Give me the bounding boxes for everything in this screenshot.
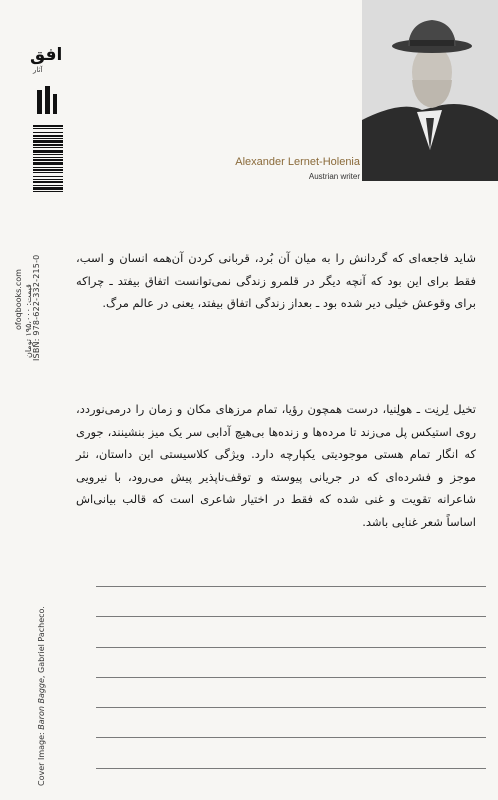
author-role: Austrian writer xyxy=(308,172,360,181)
author-portrait-image xyxy=(362,0,498,181)
blurb-paragraph-1: شاید فاجعه‌ای که گردانش را به میان آن بُرد، قربانی کردن آن‌همه انسان و اسب، فقط برای این بود که آنچه دیگر در قلمرو زندگی نمی‌توانست اتفاق بیفتد ـ چراکه برای وقوعش خیلی دیر شده بود ـ بعداز زندگی اتفاق بیفتد، یعنی در عالم مرگ. xyxy=(76,251,476,310)
note-lines xyxy=(96,586,486,798)
book-mark-icon xyxy=(35,84,59,116)
note-line xyxy=(96,677,486,678)
publisher-logo: افق xyxy=(30,45,63,65)
note-line xyxy=(96,707,486,708)
spine-strip xyxy=(0,0,63,800)
blurb-paragraph-2: تخیل لِرنِت ـ هولِنیا، درست همچون رؤیا، تمام مرزهای مکان و زمان را درمی‌نوردد، روی استیکس پل می‌زند تا مرده‌ها و زنده‌ها بی‌هیچ آدابی سر یک میز بنشینند، جوری که انگار تمام هستی موجودیتی یکپارچه دارد. ویژگی کلاسیستی این داستان، نثر موجز و فشرده‌ای که در جریانی پیوسته و توقف‌ناپذیر پیش می‌رود، با نیرویی شاعرانه تقویت و غنی شده که فقط در اختیار شاعری است که قالب بیانی‌اش اساساً شعر غنایی باشد. xyxy=(76,402,476,529)
note-line xyxy=(96,737,486,738)
barcode-bar xyxy=(33,192,63,194)
isbn-text: ISBN: 978-622-332-215-0 xyxy=(32,254,41,361)
barcode xyxy=(33,125,63,237)
cover-credit xyxy=(37,606,46,786)
cover-credit-title: Baron Bagge xyxy=(37,678,46,730)
author-photo xyxy=(362,0,498,181)
price-text: قیمت: ۱۹۵،۰۰۰ تومان xyxy=(24,284,33,358)
note-line xyxy=(96,586,486,587)
note-line xyxy=(96,768,486,769)
cover-credit-prefix: Cover Image: xyxy=(37,729,46,786)
note-line xyxy=(96,616,486,617)
note-line xyxy=(96,647,486,648)
author-name: Alexander Lernet-Holenia xyxy=(235,156,360,168)
cover-credit-suffix: , Gabriel Pacheco. xyxy=(37,606,46,679)
website-text: ofoqbooks.com xyxy=(14,269,23,330)
publisher-logo-sub: آثار xyxy=(33,66,43,74)
